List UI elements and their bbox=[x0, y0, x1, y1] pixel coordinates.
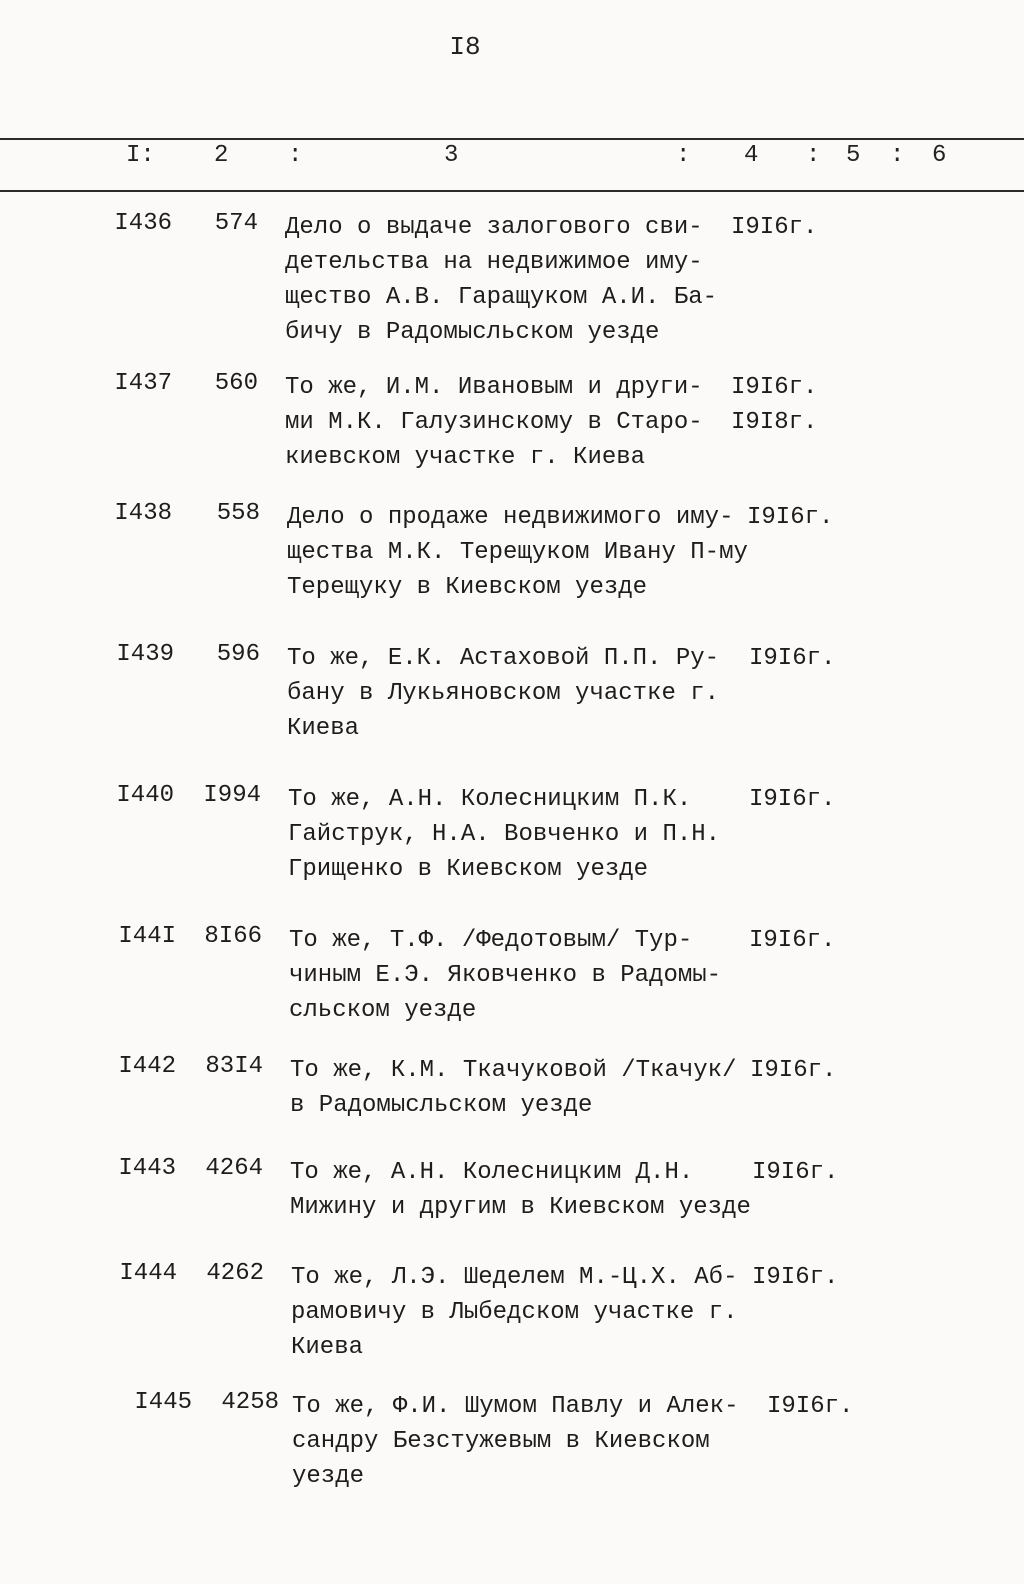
entry-year: I9I6г. bbox=[752, 1264, 839, 1291]
entry-number: I440 bbox=[116, 782, 174, 809]
entry-description-line: сандру Безстужевым в Киевском bbox=[292, 1428, 710, 1455]
entry-years bbox=[749, 641, 835, 676]
header-col-2: 2 bbox=[214, 142, 229, 169]
entry-description-line: щество А.В. Гаращуком А.И. Ба- bbox=[285, 284, 718, 311]
entry-description-line: То же, А.Н. Колесницким Д.Н. bbox=[290, 1159, 694, 1186]
entry-description-line: бану в Лукьяновском участке г. bbox=[287, 680, 720, 707]
entry-description bbox=[285, 210, 755, 350]
header-separator: : bbox=[806, 142, 821, 169]
entry-years bbox=[767, 1389, 853, 1424]
entry-description-line: То же, К.М. Ткачуковой /Ткачук/ bbox=[290, 1057, 737, 1084]
entry-reference: 8I66 bbox=[204, 923, 262, 950]
entry-description-line: Киева bbox=[291, 1334, 364, 1361]
entry-description bbox=[285, 370, 755, 475]
entry-year: I9I6г. bbox=[731, 374, 818, 401]
entry-years bbox=[731, 370, 817, 440]
entry-description bbox=[290, 1053, 760, 1123]
entry-description-line: детельства на недвижимое иму- bbox=[285, 249, 703, 276]
entry-description-line: Мижину и другим в Киевском уезде bbox=[290, 1194, 751, 1221]
page-number: I8 bbox=[449, 32, 481, 62]
entry-reference: 560 bbox=[214, 370, 258, 397]
entry-description-line: киевском участке г. Киева bbox=[285, 444, 646, 471]
table-header-rule bbox=[0, 190, 1024, 192]
entry-description-line: Терещуку в Киевском уезде bbox=[287, 574, 648, 601]
entry-description-line: уезде bbox=[292, 1463, 365, 1490]
entry-years bbox=[750, 1053, 836, 1088]
table-top-rule bbox=[0, 138, 1024, 140]
entry-reference: 574 bbox=[214, 210, 258, 237]
entry-years bbox=[747, 500, 833, 535]
header-col-1: I: bbox=[126, 142, 155, 169]
entry-year: I9I6г. bbox=[767, 1393, 854, 1420]
entry-reference: 4264 bbox=[205, 1155, 263, 1182]
entry-description-line: рамовичу в Лыбедском участке г. bbox=[291, 1299, 738, 1326]
entry-number: I444 bbox=[119, 1260, 177, 1287]
header-separator: : bbox=[890, 142, 905, 169]
entry-number: I442 bbox=[118, 1053, 176, 1080]
entry-description bbox=[287, 500, 757, 605]
entry-year: I9I6г. bbox=[752, 1159, 839, 1186]
entry-years bbox=[749, 923, 835, 958]
entry-description-line: ми М.К. Галузинскому в Старо- bbox=[285, 409, 703, 436]
entry-year: I9I6г. bbox=[749, 645, 836, 672]
entry-description-line: Дело о продаже недвижимого иму- bbox=[287, 504, 734, 531]
entry-years bbox=[731, 210, 817, 245]
entry-description bbox=[290, 1155, 760, 1225]
entry-description bbox=[288, 782, 758, 887]
entry-reference: 4262 bbox=[206, 1260, 264, 1287]
entry-description-line: Гайструк, Н.А. Вовченко и П.Н. bbox=[288, 821, 721, 848]
entry-years bbox=[752, 1260, 838, 1295]
entry-number: I445 bbox=[134, 1389, 192, 1416]
header-col-5: 5 bbox=[846, 142, 861, 169]
entry-year: I9I6г. bbox=[731, 214, 818, 241]
entry-description-line: Киева bbox=[287, 715, 360, 742]
entry-reference: I994 bbox=[203, 782, 261, 809]
entry-reference: 83I4 bbox=[205, 1053, 263, 1080]
entry-description bbox=[287, 641, 757, 746]
entry-description bbox=[291, 1260, 761, 1365]
entry-years bbox=[749, 782, 835, 817]
entry-description-line: в Радомысльском уезде bbox=[290, 1092, 593, 1119]
entry-year: I9I8г. bbox=[731, 409, 818, 436]
entry-number: I44I bbox=[118, 923, 176, 950]
entry-description-line: бичу в Радомысльском уезде bbox=[285, 319, 660, 346]
entry-description-line: сльском уезде bbox=[289, 997, 477, 1024]
entry-reference: 558 bbox=[216, 500, 260, 527]
header-col-4: 4 bbox=[744, 142, 759, 169]
entry-year: I9I6г. bbox=[750, 1057, 837, 1084]
header-separator: : bbox=[676, 142, 691, 169]
entry-description-line: То же, Т.Ф. /Федотовым/ Тур- bbox=[289, 927, 693, 954]
entry-years bbox=[752, 1155, 838, 1190]
entry-description-line: То же, Л.Э. Шеделем М.-Ц.Х. Аб- bbox=[291, 1264, 738, 1291]
header-separator: : bbox=[288, 142, 303, 169]
entry-number: I439 bbox=[116, 641, 174, 668]
entry-description-line: То же, Е.К. Астаховой П.П. Ру- bbox=[287, 645, 720, 672]
entry-year: I9I6г. bbox=[749, 786, 836, 813]
entry-year: I9I6г. bbox=[747, 504, 834, 531]
entry-reference: 596 bbox=[216, 641, 260, 668]
entry-description-line: Дело о выдаче залогового сви- bbox=[285, 214, 703, 241]
entry-description-line: То же, Ф.И. Шумом Павлу и Алек- bbox=[292, 1393, 739, 1420]
entry-year: I9I6г. bbox=[749, 927, 836, 954]
entry-description-line: Грищенко в Киевском уезде bbox=[288, 856, 649, 883]
entry-description-line: То же, И.М. Ивановым и други- bbox=[285, 374, 703, 401]
entry-description-line: чиным Е.Э. Яковченко в Радомы- bbox=[289, 962, 722, 989]
entry-description-line: То же, А.Н. Колесницким П.К. bbox=[288, 786, 692, 813]
entry-description-line: щества М.К. Терещуком Ивану П-му bbox=[287, 539, 748, 566]
entry-reference: 4258 bbox=[221, 1389, 279, 1416]
entry-number: I438 bbox=[114, 500, 172, 527]
entry-number: I443 bbox=[118, 1155, 176, 1182]
header-col-6: 6 bbox=[932, 142, 947, 169]
entry-description bbox=[292, 1389, 762, 1494]
entry-number: I436 bbox=[114, 210, 172, 237]
header-col-3: 3 bbox=[444, 142, 459, 169]
entry-number: I437 bbox=[114, 370, 172, 397]
entry-description bbox=[289, 923, 759, 1028]
